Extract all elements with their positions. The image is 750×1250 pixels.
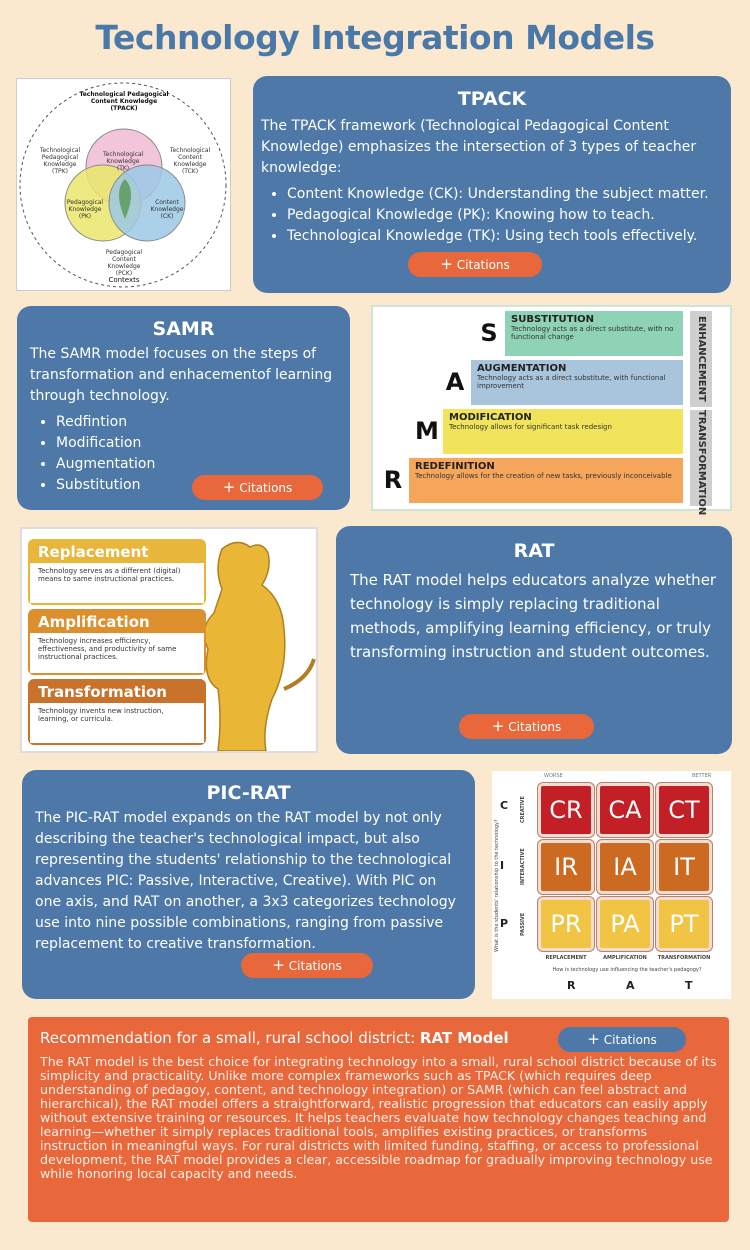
list-item: • Augmentation — [56, 454, 337, 475]
picrat-cell: PR — [538, 897, 594, 951]
tpack-diagram — [16, 78, 231, 291]
picrat-cell: CR — [538, 783, 594, 837]
samr-letter: M — [415, 417, 439, 445]
tck-label: Technological Content Knowledge (TCK) — [169, 147, 211, 175]
samr-level-desc: Technology allows for significant task redesign — [449, 423, 612, 431]
picrat-column-label: AMPLIFICATION — [603, 955, 647, 961]
picrat-cell: PA — [597, 897, 653, 951]
plus-icon: + — [222, 478, 236, 496]
rat-level-desc: Technology increases efficiency, effectiveness, and productivity of same instructional practices. — [30, 633, 204, 673]
samr-level-box — [443, 409, 683, 454]
tpack-center-label: Technological Pedagogical Content Knowledge (TPACK) — [79, 91, 169, 112]
samr-level-name: MODIFICATION — [449, 412, 532, 423]
plus-icon: + — [272, 956, 285, 974]
rat-body: The RAT model helps educators analyze whether technology is simply replacing traditional methods, amplifying learning efficiency, or truly transforming instruction and student outcomes. — [350, 571, 717, 661]
samr-level-name: AUGMENTATION — [477, 363, 567, 374]
recommendation-heading: Recommendation for a small, rural school district: RAT Model — [40, 1029, 509, 1047]
rat-level-name: Transformation — [30, 681, 204, 703]
picrat-cell: CA — [597, 783, 653, 837]
pic-letter: P — [500, 917, 509, 930]
samr-letter: A — [445, 368, 465, 396]
tpack-list — [287, 184, 723, 247]
list-item: • Pedagogical Knowledge (PK): Knowing how to teach. — [287, 205, 723, 226]
samr-citations-button[interactable]: + Citations — [192, 475, 323, 500]
worse-label: WORSE — [544, 773, 563, 779]
picrat-heading: PIC-RAT — [206, 782, 291, 804]
tpack-body: The TPACK framework (Technological Pedagogical Content Knowledge) emphasizes the intersection of 3 types of teacher knowledge: — [261, 118, 697, 176]
rat-citations-button[interactable]: + Citations — [459, 714, 594, 739]
y-question: What is the students' relationship to the technology? — [494, 819, 500, 953]
picrat-row-label: INTERACTIVE — [520, 848, 526, 886]
better-label: BETTER — [692, 773, 712, 779]
samr-letter: S — [480, 319, 498, 347]
transformation-label: TRANSFORMATION — [690, 410, 712, 506]
picrat-citations-button[interactable]: + Citations — [241, 953, 373, 978]
picrat-cell: IR — [538, 840, 594, 894]
recommended-model: RAT Model — [419, 1029, 509, 1047]
rat-level-desc: Technology invents new instruction, learning, or curricula. — [30, 703, 204, 743]
rat-level-box — [28, 539, 206, 605]
contexts-label: Contexts — [108, 276, 140, 284]
list-item: • Redfintion — [56, 412, 337, 433]
plus-icon: + — [440, 255, 453, 273]
list-item: • Content Knowledge (CK): Understanding the subject matter. — [287, 184, 723, 205]
samr-level-desc: Technology allows for the creation of new tasks, previously inconceivable — [415, 472, 672, 480]
samr-level-box — [409, 458, 683, 503]
rat-level-box — [28, 609, 206, 675]
picrat-body: The PIC-RAT model expands on the RAT model by not only describing the teacher's technological impact, but also representing the students' relationship to the technological advances PIC: Passive, Interactive, Creative). With PIC on one axis, and RAT on another, a 3x3 categorizes technology use into nine possible combinations, ranging from passive replacement to creative transformation. — [35, 810, 456, 952]
enhancement-label: ENHANCEMENT — [690, 311, 712, 407]
plus-icon: + — [587, 1030, 600, 1048]
list-item: • Technological Knowledge (TK): Using tech tools effectively. — [287, 226, 723, 247]
rat-letter: T — [685, 979, 693, 992]
pic-letter: I — [500, 859, 505, 872]
tpack-citations-button[interactable]: + Citations — [408, 252, 542, 277]
pk-label: Pedagogical Knowledge (PK) — [66, 199, 104, 220]
picrat-cell: PT — [656, 897, 712, 951]
rat-diagram — [20, 527, 318, 753]
samr-level-name: REDEFINITION — [415, 461, 495, 472]
list-item: • Modification — [56, 433, 337, 454]
samr-level-desc: Technology acts as a direct substitute, with functional improvement — [477, 374, 666, 390]
rat-level-box — [28, 679, 206, 745]
rat-heading: RAT — [513, 540, 555, 562]
picrat-row-label: CREATIVE — [520, 796, 526, 824]
recommendation-body: The RAT model is the best choice for integrating technology into a small, rural school district because of its simplicity and practicality. Unlike more complex frameworks such as TPACK (which requires deep understanding of pedagoy, content, and technology integration) or SAMR (which can feel abstract and hierarchical), the RAT model offers a straightforward, realistic progression that educators can easily apply without extensive training or resources. It helps teachers evaluate how technology changes teaching and learning—whether it simply replaces traditional tools, amplifies existing practices, or transforms instruction in meaningful ways. For rural districts with limited funding, staffing, or access to professional development, the RAT model provides a clear, accessible roadmap for gradually improving technology use while honoring local capacity and needs. — [40, 1054, 717, 1181]
list-item: • Substitution — [56, 475, 337, 496]
rat-letter: A — [626, 979, 635, 992]
rat-letter: R — [567, 979, 576, 992]
pck-label: Pedagogical Content Knowledge (PCK) — [105, 249, 143, 277]
samr-level-name: SUBSTITUTION — [511, 314, 595, 325]
samr-level-box — [471, 360, 683, 405]
x-question: How is technology use influencing the teacher's pedagogy? — [552, 967, 702, 973]
samr-body: The SAMR model focuses on the steps of transformation and enhacementof learning through technology. — [30, 346, 333, 404]
picrat-cell: CT — [656, 783, 712, 837]
tk-label: Technological Knowledge (TK) — [103, 151, 144, 172]
picrat-cell: IT — [656, 840, 712, 894]
picrat-row-label: PASSIVE — [520, 912, 526, 936]
tpk-label: Technological Pedagogical Knowledge (TPK) — [39, 147, 81, 175]
picrat-column-label: REPLACEMENT — [545, 955, 587, 961]
rat-level-name: Amplification — [30, 611, 204, 633]
ck-label: Content Knowledge (CK) — [150, 199, 184, 220]
samr-letter: R — [383, 466, 403, 494]
pic-letter: C — [500, 799, 509, 812]
page-title: Technology Integration Models — [95, 18, 655, 57]
recommendation-citations-button[interactable]: + Citations — [558, 1027, 686, 1052]
plus-icon: + — [491, 717, 505, 735]
samr-level-box — [505, 311, 683, 356]
picrat-cell: IA — [597, 840, 653, 894]
samr-level-desc: Technology acts as a direct substitute, with no functional change — [511, 325, 674, 341]
picrat-diagram — [492, 771, 731, 999]
rat-level-name: Replacement — [30, 541, 204, 563]
samr-diagram — [371, 305, 732, 516]
samr-heading: SAMR — [152, 318, 215, 340]
rat-level-desc: Technology serves as a different (digital) means to same instructional practices. — [30, 563, 204, 603]
tpack-heading: TPACK — [457, 88, 527, 110]
picrat-column-label: TRANSFORMATION — [657, 955, 711, 961]
